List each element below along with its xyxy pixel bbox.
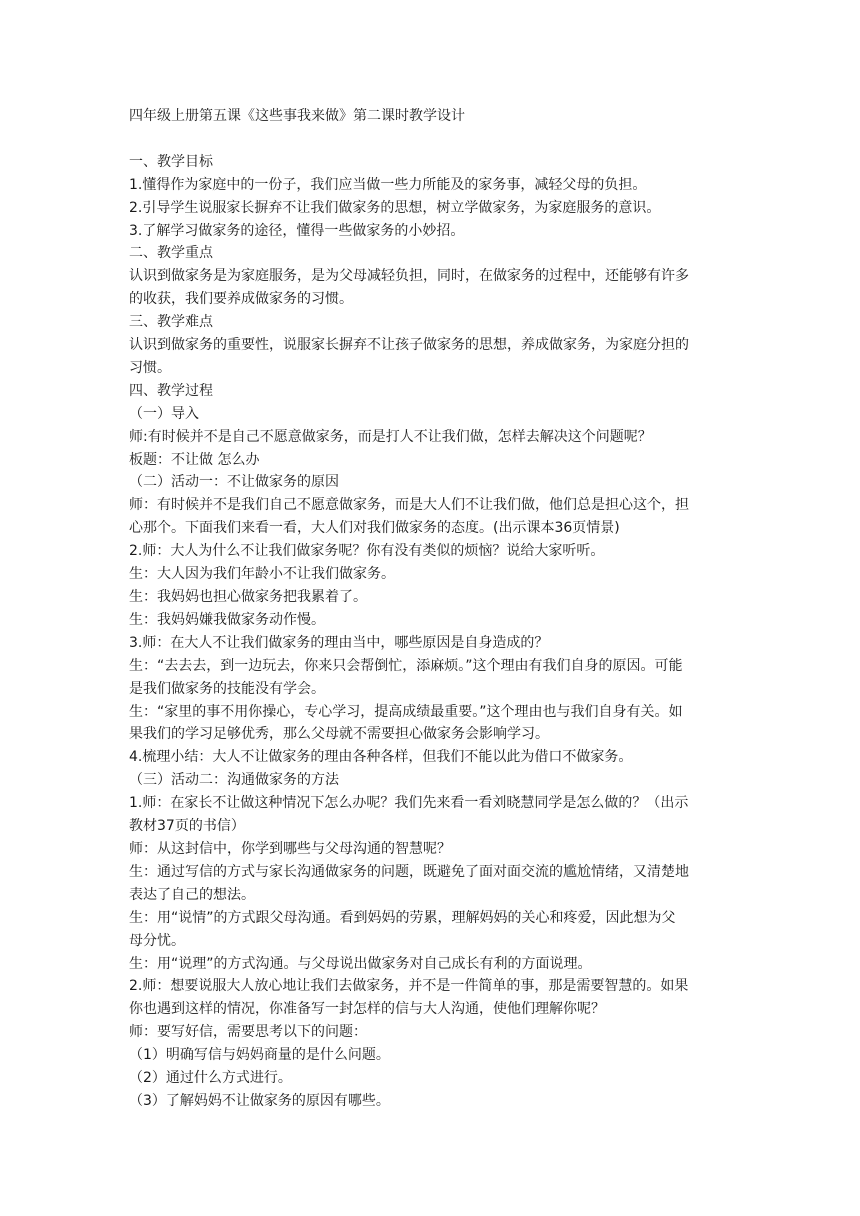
document-line: 认识到做家务的重要性，说服家长摒弃不让孩子做家务的思想，养成做家务，为家庭分担的: [129, 337, 689, 354]
document-line: （一）导入: [129, 405, 199, 422]
document-line: 1.师：在家长不让做这种情况下怎么办呢？我们先来看一看刘晓慧同学是怎么做的？（出示: [129, 795, 689, 812]
document-line: （三）活动二：沟通做家务的方法: [129, 772, 339, 789]
document-line: 生：大人因为我们年龄小不让我们做家务。: [129, 566, 395, 583]
document-line: 母分忧。: [129, 932, 185, 949]
document-line: 师:有时候并不是自己不愿意做家务，而是打人不让我们做，怎样去解决这个问题呢？: [129, 428, 652, 445]
document-line: 板题：不让做 怎么办: [129, 451, 260, 468]
document-line: 3.了解学习做家务的途径，懂得一些做家务的小妙招。: [129, 222, 465, 239]
document-line: 生：通过写信的方式与家长沟通做家务的问题，既避免了面对面交流的尴尬情绪，又清楚地: [129, 863, 689, 880]
document-title: 四年级上册第五课《这些事我来做》第二课时教学设计: [129, 108, 465, 124]
document-line: 1.懂得作为家庭中的一份子，我们应当做一些力所能及的家务事，减轻父母的负担。: [129, 176, 647, 193]
document-line: 生：用“说情”的方式跟父母沟通。看到妈妈的劳累，理解妈妈的关心和疼爱，因此想为父: [129, 909, 676, 926]
document-line: 教材37页的书信）: [129, 818, 245, 835]
document-line: 表达了自己的想法。: [129, 886, 255, 903]
document-line: 心那个。下面我们来看一看，大人们对我们做家务的态度。(出示课本36页情景): [129, 520, 620, 537]
document-line: 2.师：想要说服大人放心地让我们去做家务，并不是一件简单的事，那是需要智慧的。如果: [129, 978, 689, 995]
document-line: 三、教学难点: [129, 314, 213, 331]
document-line: 习惯。: [129, 359, 171, 376]
document-line: 生：“去去去，到一边玩去，你来只会帮倒忙，添麻烦。”这个理由有我们自身的原因。可能: [129, 657, 683, 674]
document-line: 四、教学过程: [129, 382, 213, 399]
document-line: 师：有时候并不是我们自己不愿意做家务，而是大人们不让我们做，他们总是担心这个，担: [129, 497, 689, 514]
document-line: （二）活动一：不让做家务的原因: [129, 474, 339, 491]
document-line: 师：从这封信中，你学到哪些与父母沟通的智慧呢？: [129, 840, 451, 857]
document-line: 生：我妈妈嫌我做家务动作慢。: [129, 611, 325, 628]
document-line: （1）明确写信与妈妈商量的是什么问题。: [129, 1047, 390, 1064]
document-body: [129, 151, 734, 1113]
document-line: 3.师：在大人不让我们做家务的理由当中，哪些原因是自身造成的？: [129, 634, 549, 651]
document-line: 生：我妈妈也担心做家务把我累着了。: [129, 589, 367, 606]
document-line: 果我们的学习足够优秀，那么父母就不需要担心做家务会影响学习。: [129, 726, 549, 743]
document-line: 的收获，我们要养成做家务的习惯。: [129, 291, 353, 308]
document-line: 2.师：大人为什么不让我们做家务呢？你有没有类似的烦恼？说给大家听听。: [129, 543, 605, 560]
document-line: （3）了解妈妈不让做家务的原因有哪些。: [129, 1092, 390, 1109]
document-page: [129, 105, 734, 1113]
document-line: 师：要写好信，需要思考以下的问题：: [129, 1024, 367, 1041]
document-line: 认识到做家务是为家庭服务，是为父母减轻负担，同时，在做家务的过程中，还能够有许多: [129, 268, 689, 285]
document-line: 4.梳理小结：大人不让做家务的理由各种各样，但我们不能以此为借口不做家务。: [129, 749, 633, 766]
document-line: 生：“家里的事不用你操心，专心学习，提高成绩最重要。”这个理由也与我们自身有关。如: [129, 703, 683, 720]
document-line: 是我们做家务的技能没有学会。: [129, 680, 325, 697]
document-line: 一、教学目标: [129, 153, 213, 170]
document-line: 你也遇到这样的情况，你准备写一封怎样的信与大人沟通，使他们理解你呢？: [129, 1001, 605, 1018]
document-line: 生：用“说理”的方式沟通。与父母说出做家务对自己成长有利的方面说理。: [129, 955, 592, 972]
document-line: 二、教学重点: [129, 245, 213, 262]
document-line: （2）通过什么方式进行。: [129, 1070, 292, 1087]
document-line: 2.引导学生说服家长摒弃不让我们做家务的思想，树立学做家务，为家庭服务的意识。: [129, 199, 661, 216]
